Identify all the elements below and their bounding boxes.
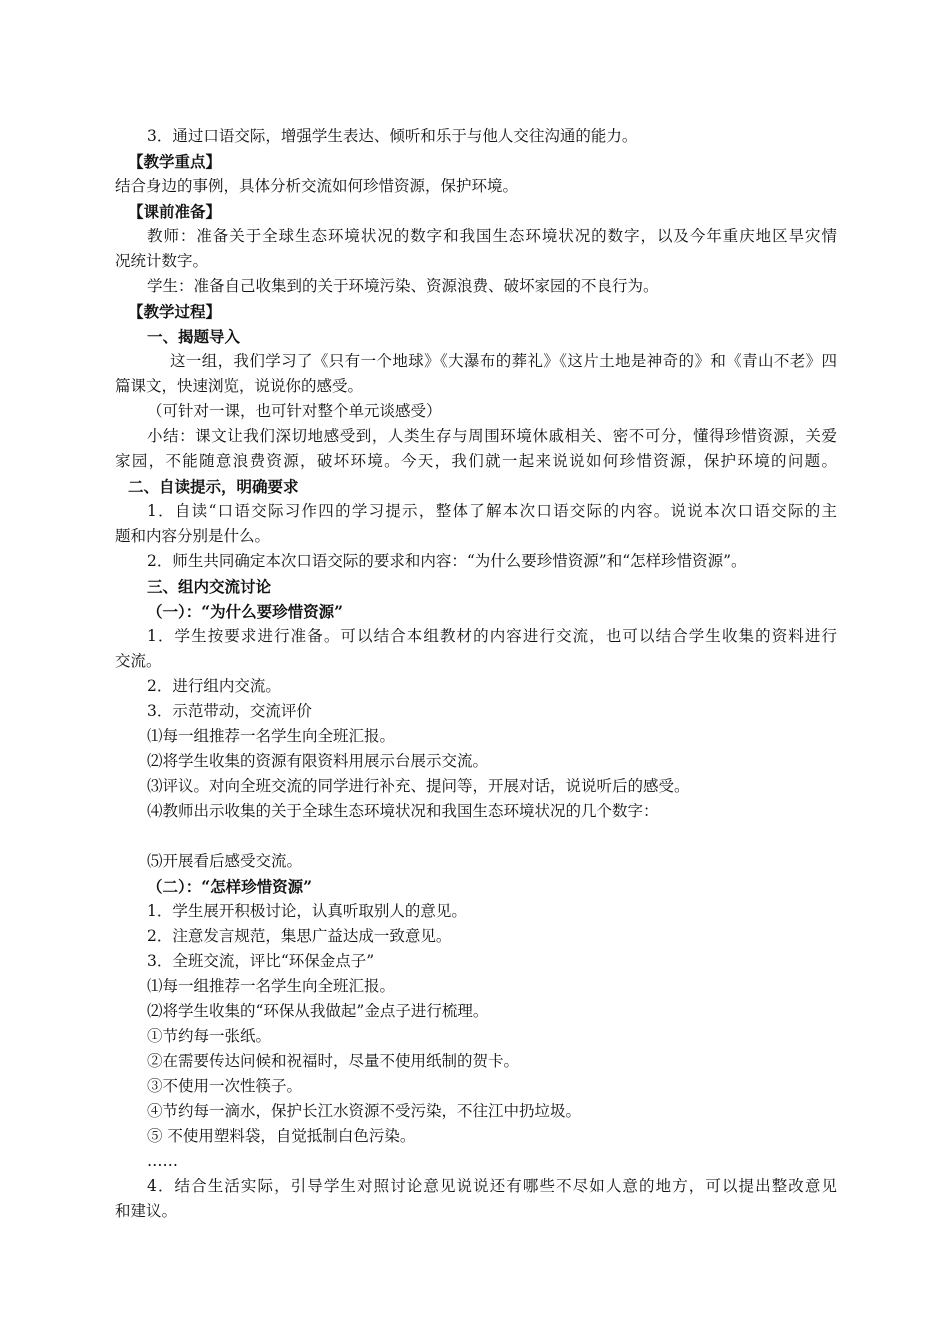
subsection-1-title: （一）：“为什么要珍惜资源”	[147, 602, 344, 621]
idea-3: ③不使用一次性筷子。	[147, 1077, 303, 1095]
section-3-title: 三、组内交流讨论	[147, 577, 272, 596]
summary: 小结：课文让我们深切地感受到，人类生存与周围环境休戚相关、密不可分，懂得珍惜资源，关爱	[147, 427, 837, 445]
step2-sub-2: ⑵将学生收集的“环保从我做起”金点子进行梳理。	[147, 1002, 489, 1020]
key-points-text: 结合身边的事例，具体分析交流如何珍惜资源，保护环境。	[115, 177, 519, 195]
sub-item-5: ⑸开展看后感受交流。	[147, 852, 303, 870]
ellipsis: ……	[147, 1152, 178, 1170]
intro-note: （可针对一课，也可针对整个单元谈感受）	[147, 402, 442, 420]
intro-paragraph: 这一组，我们学习了《只有一个地球》《大瀑布的葬礼》《这片土地是神奇的》和《青山不老》四	[170, 352, 837, 370]
subsection-2-title: （二）：“怎样珍惜资源”	[147, 877, 313, 896]
prep-student: 学生：准备自己收集到的关于环境污染、资源浪费、破坏家园的不良行为。	[147, 277, 659, 295]
idea-2: ②在需要传达问候和祝福时，尽量不使用纸制的贺卡。	[147, 1052, 520, 1070]
sub-item-1: ⑴每一组推荐一名学生向全班汇报。	[147, 727, 396, 745]
goal-3: 3．通过口语交际，增强学生表达、倾听和乐于与他人交往沟通的能力。	[147, 127, 638, 145]
step2-2: 2．注意发言规范，集思广益达成一致意见。	[147, 927, 452, 945]
prep-teacher: 教师：准备关于全球生态环境状况的数字和我国生态环境状况的数字，以及今年重庆地区旱灾情	[147, 227, 837, 245]
section-2-title: 二、自读提示，明确要求	[128, 477, 299, 496]
step2-4-cont: 和建议。	[115, 1202, 178, 1220]
step2-1: 1．学生展开积极讨论，认真听取别人的意见。	[147, 902, 467, 920]
intro-paragraph-cont: 篇课文，快速浏览，说说你的感受。	[115, 377, 364, 395]
idea-1: ①节约每一张纸。	[147, 1027, 272, 1045]
sub-item-2: ⑵将学生收集的资源有限资料用展示台展示交流。	[147, 752, 489, 770]
self-read-2: 2．师生共同确定本次口语交际的要求和内容：“为什么要珍惜资源”和“怎样珍惜资源”。	[147, 552, 747, 570]
prep-teacher-cont: 况统计数字。	[115, 252, 209, 270]
self-read-1: 1．自读“口语交际习作四的学习提示，整体了解本次口语交际的内容。说说本次口语交际的主	[147, 502, 837, 520]
step-3: 3．示范带动，交流评价	[147, 702, 312, 720]
heading-process: 【教学过程】	[128, 302, 222, 321]
step2-4: 4．结合生活实际，引导学生对照讨论意见说说还有哪些不尽如人意的地方，可以提出整改意见	[147, 1177, 837, 1195]
self-read-1-cont: 题和内容分别是什么。	[115, 527, 271, 545]
heading-preparation: 【课前准备】	[128, 202, 222, 221]
section-1-title: 一、揭题导入	[147, 327, 241, 346]
sub-item-3: ⑶评议。对向全班交流的同学进行补充、提问等，开展对话，说说听后的感受。	[147, 777, 690, 795]
idea-4: ④节约每一滴水，保护长江水资源不受污染，不往江中扔垃圾。	[147, 1102, 582, 1120]
step2-sub-1: ⑴每一组推荐一名学生向全班汇报。	[147, 977, 396, 995]
sub-item-4: ⑷教师出示收集的关于全球生态环境状况和我国生态环境状况的几个数字：	[147, 802, 659, 820]
heading-key-points: 【教学重点】	[128, 152, 222, 171]
step-1: 1．学生按要求进行准备。可以结合本组教材的内容进行交流，也可以结合学生收集的资料进行	[147, 627, 837, 645]
step-2: 2．进行组内交流。	[147, 677, 281, 695]
summary-cont: 家园，不能随意浪费资源，破坏环境。今天，我们就一起来说说如何珍惜资源，保护环境的问题。	[115, 452, 837, 470]
step-1-cont: 交流。	[115, 652, 162, 670]
idea-5: ⑤ 不使用塑料袋，自觉抵制白色污染。	[147, 1127, 416, 1145]
step2-3: 3．全班交流，评比“环保金点子”	[147, 952, 375, 970]
